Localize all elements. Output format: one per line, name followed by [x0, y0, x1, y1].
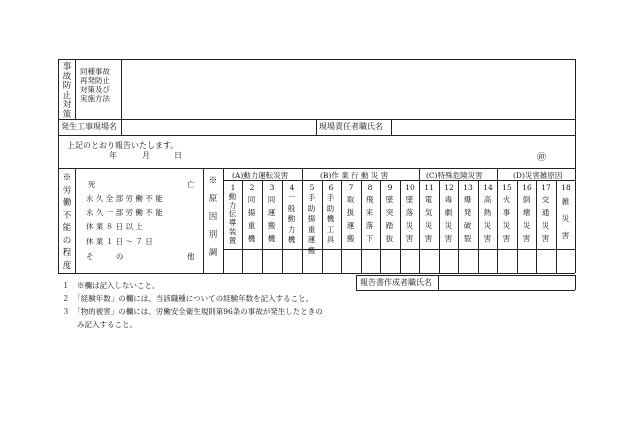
col-divider — [536, 180, 537, 273]
cause-header-divider — [223, 168, 224, 273]
main-table-bottom — [58, 273, 575, 274]
severity-item-other-a: そ の — [86, 252, 134, 261]
col-divider — [556, 180, 557, 273]
severity-cause-divider — [203, 168, 204, 273]
severity-item-death-b: 亡 — [187, 180, 195, 189]
note-item: １ ※欄は記入しないこと。 — [62, 281, 160, 290]
cause-col-num: 5 — [309, 183, 315, 192]
cause-col-text: 飛来落下 — [365, 195, 374, 243]
site-row-divider-2 — [316, 119, 317, 135]
severity-item-permanent-total: 永 久 全 部 労 働 不 能 — [86, 194, 163, 203]
cause-col-num: 10 — [405, 183, 415, 192]
group-label-c: (C)特殊危険災害 — [426, 171, 483, 180]
countermeasures-inner-label: 同種事故 再発防止 対策及び 実施方法 — [80, 67, 110, 103]
cause-col-text: 爆発破裂 — [463, 195, 472, 243]
cause-col-num: 4 — [289, 183, 295, 192]
col-divider — [400, 180, 401, 273]
cause-col-text: 同揚重機 — [247, 195, 256, 243]
cause-col-text: 墜突踏抜 — [385, 195, 394, 243]
col-divider — [341, 180, 342, 273]
group-divider-cd — [497, 168, 498, 273]
cause-col-num: 1 — [230, 183, 236, 192]
cause-entry-row-top — [223, 249, 575, 250]
col-divider — [262, 180, 263, 273]
cause-col-num: 15 — [502, 183, 512, 192]
note-item: ３ 「物的被害」の欄には、労働安全衛生規則第96条の事故が発生したときの — [62, 307, 323, 316]
severity-item-other-b: 他 — [187, 252, 195, 261]
cause-col-text: 取扱運搬 — [346, 195, 355, 243]
cause-col-num: 17 — [541, 183, 551, 192]
cause-col-num: 11 — [424, 183, 434, 192]
cause-col-text: 高熱災害 — [483, 195, 492, 243]
cause-col-text: 毒劇災害 — [444, 195, 453, 243]
countermeasures-side-label: 事故防止対策 — [62, 62, 72, 120]
note-item: み記入すること。 — [62, 320, 137, 329]
severity-item-leave-1to7: 休 業 １ 日 〜 ７ 日 — [86, 237, 153, 246]
cause-col-text: 手助機工具 — [326, 193, 335, 244]
severity-header-divider — [75, 168, 76, 273]
countermeasure-divider-2 — [121, 59, 122, 119]
cause-col-num: 2 — [249, 183, 255, 192]
cause-col-text: 手助揚重運搬 — [307, 193, 316, 255]
group-label-a: (A)動力運転災害 — [232, 171, 289, 180]
cause-col-text: 同運搬機 — [267, 195, 276, 243]
severity-header: ※労働不能の程度 — [62, 173, 72, 271]
cause-col-text: 雑災害 — [561, 197, 570, 240]
group-label-b: (B)作 業 行 動 災 害 — [320, 171, 389, 180]
note-item: ２ 「経験年数」の欄には、当該職種についての経験年数を記入すること。 — [62, 294, 314, 303]
report-year-label: 年 — [109, 151, 117, 160]
col-divider — [439, 180, 440, 273]
col-divider — [478, 180, 479, 273]
reporter-top — [356, 275, 575, 276]
cause-col-text: 一般動力機 — [287, 193, 296, 244]
cause-col-num: 14 — [483, 183, 493, 192]
col-divider — [380, 180, 381, 273]
site-name-field[interactable] — [123, 121, 313, 133]
table-left-border — [58, 59, 59, 273]
cause-col-text: 墜落災害 — [405, 195, 414, 243]
cause-col-num: 13 — [463, 183, 473, 192]
site-manager-field[interactable] — [393, 121, 573, 133]
site-row-divider-1 — [121, 119, 122, 135]
cause-col-num: 9 — [387, 183, 393, 192]
col-divider — [242, 180, 243, 273]
cause-col-text: 倒壊災害 — [522, 195, 531, 243]
group-divider-bc — [419, 168, 420, 273]
col-divider — [282, 180, 283, 273]
col-divider — [361, 180, 362, 273]
group-label-d: (D)災害雑原因 — [513, 171, 563, 180]
cause-col-text: 火事災害 — [502, 195, 511, 243]
col-divider — [517, 180, 518, 273]
cause-header: ※原因別調 — [208, 176, 218, 258]
col-divider — [458, 180, 459, 273]
site-name-label: 発生工事現場名 — [61, 122, 117, 131]
report-day-label: 日 — [174, 151, 182, 160]
table-right-border — [575, 59, 576, 273]
site-manager-label: 現場責任者職氏名 — [319, 122, 383, 131]
site-row-bottom — [58, 135, 575, 136]
site-row-divider-3 — [391, 119, 392, 135]
reporter-left — [356, 275, 357, 290]
report-month-label: 月 — [142, 151, 150, 160]
cause-col-num: 8 — [367, 183, 373, 192]
cause-col-num: 16 — [522, 183, 532, 192]
cause-col-text: 動力伝導装置 — [228, 192, 237, 245]
cause-col-num: 12 — [444, 183, 454, 192]
cause-col-num: 18 — [561, 183, 571, 192]
cause-col-text: 交通災害 — [541, 195, 550, 243]
reporter-label: 報告書作成者職氏名 — [360, 278, 432, 287]
cause-col-num: 7 — [348, 183, 354, 192]
seal-mark: ㊞ — [537, 153, 547, 163]
group-divider-ab — [302, 168, 303, 273]
table-top-border — [58, 59, 575, 60]
group-row-bottom — [223, 180, 575, 181]
severity-item-permanent-partial: 永 久 一 部 労 働 不 能 — [86, 208, 163, 217]
cause-col-text: 電気災害 — [424, 195, 433, 243]
report-statement: 上記のとおり報告いたします。 — [67, 141, 179, 150]
countermeasures-content-field[interactable] — [123, 61, 573, 117]
severity-item-leave-8plus: 休 業 ８ 日 以 上 — [86, 222, 143, 231]
severity-item-death-a: 死 — [88, 180, 96, 189]
col-divider — [322, 180, 323, 273]
reporter-bottom — [356, 290, 575, 291]
countermeasure-divider — [75, 59, 76, 119]
reporter-divider — [438, 275, 439, 290]
cause-col-num: 6 — [328, 183, 334, 192]
cause-col-num: 3 — [269, 183, 275, 192]
reporter-field[interactable] — [440, 277, 573, 288]
reporter-right — [575, 275, 576, 290]
